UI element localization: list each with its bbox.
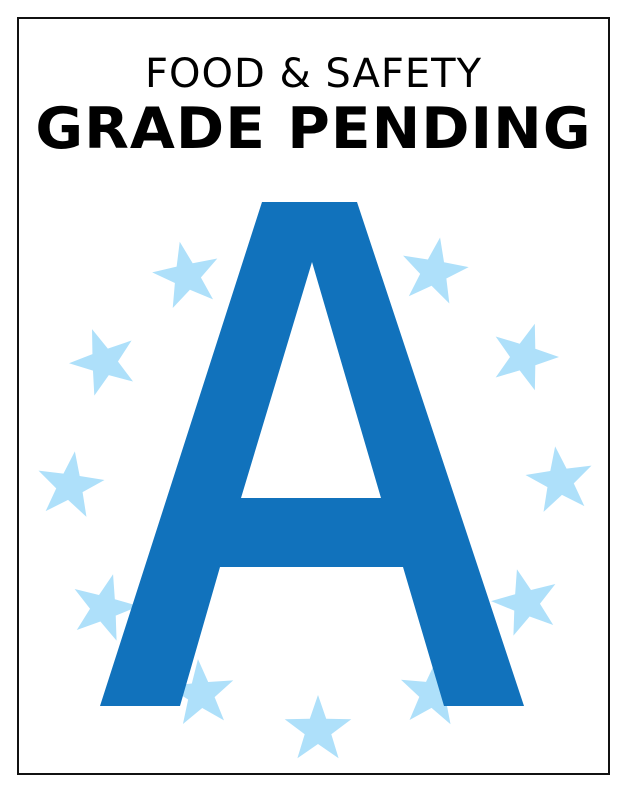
star-icon [61, 318, 145, 400]
sign-title: GRADE PENDING [35, 96, 592, 162]
star-icon [33, 447, 108, 519]
star-icon [522, 442, 597, 514]
star-icon [147, 235, 225, 311]
star-icon [285, 695, 352, 758]
star-icon [484, 313, 567, 394]
star-icon [396, 232, 473, 306]
sign-subtitle: FOOD & SAFETY [144, 51, 483, 97]
